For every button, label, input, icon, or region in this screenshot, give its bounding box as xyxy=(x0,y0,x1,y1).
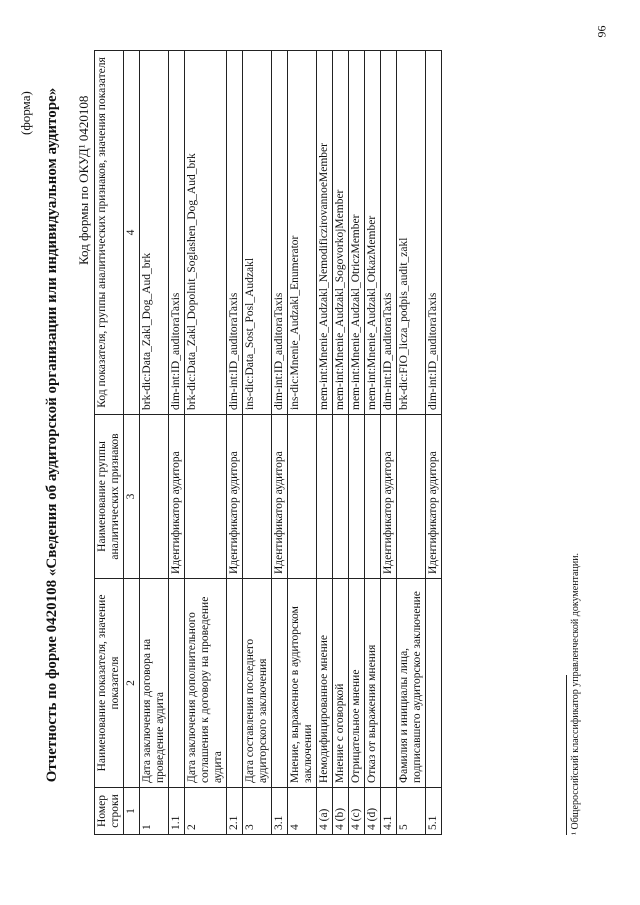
row-number-cell: 1.1 xyxy=(169,788,185,835)
table-row xyxy=(227,51,243,835)
indicator-name-cell: Отрицательное мнение xyxy=(349,579,365,788)
indicator-name-cell: Отказ от выражения мнения xyxy=(365,579,381,788)
group-name-cell xyxy=(243,415,272,579)
code-cell: ins-dic:Data_Sost_Posl_Audzakl xyxy=(243,51,272,415)
table-row xyxy=(185,51,227,835)
group-name-cell xyxy=(365,415,381,579)
page-number: 96 xyxy=(594,25,609,38)
table-row xyxy=(365,51,381,835)
form-label: (форма) xyxy=(18,91,33,135)
header-row-number: Номер строки xyxy=(95,788,124,835)
row-number-cell: 4 (c) xyxy=(349,788,365,835)
group-name-cell: Идентификатор аудитора xyxy=(426,415,442,579)
header-group-name: Наименование группы аналитических признаков xyxy=(95,415,124,579)
code-cell: dim-int:ID_auditoraTaxis xyxy=(426,51,442,415)
report-table xyxy=(94,50,442,835)
group-name-cell xyxy=(185,415,227,579)
code-cell: brk-dic:Data_Zakl_Dopolnit_Soglashen_Dog_Aud_brk xyxy=(185,51,227,415)
code-cell: brk-dic:Data_Zakl_Dog_Aud_brk xyxy=(140,51,169,415)
row-number-cell: 1 xyxy=(140,788,169,835)
table-row xyxy=(169,51,185,835)
table-row xyxy=(288,51,317,835)
row-number-cell: 5.1 xyxy=(426,788,442,835)
table-body xyxy=(140,51,442,835)
indicator-name-cell: Фамилия и инициалы лица, подписавшего аудиторское заключение xyxy=(397,579,426,788)
indicator-name-cell xyxy=(227,579,243,788)
code-cell: dim-int:ID_auditoraTaxis xyxy=(169,51,185,415)
group-name-cell xyxy=(317,415,333,579)
col-number: 4 xyxy=(124,51,140,415)
group-name-cell xyxy=(333,415,349,579)
header-row xyxy=(95,51,124,835)
group-name-cell xyxy=(349,415,365,579)
column-number-row xyxy=(124,51,140,835)
table-row xyxy=(426,51,442,835)
row-number-cell: 4 (a) xyxy=(317,788,333,835)
indicator-name-cell xyxy=(381,579,397,788)
code-cell: dim-int:ID_auditoraTaxis xyxy=(381,51,397,415)
code-cell: dim-int:ID_auditoraTaxis xyxy=(272,51,288,415)
group-name-cell: Идентификатор аудитора xyxy=(381,415,397,579)
code-cell: mem-int:Mnenie_Audzakl_OtriczMember xyxy=(349,51,365,415)
code-cell: dim-int:ID_auditoraTaxis xyxy=(227,51,243,415)
indicator-name-cell: Мнение с оговоркой xyxy=(333,579,349,788)
okud-code: Код формы по ОКУД¹ 0420108 xyxy=(76,95,91,265)
indicator-name-cell xyxy=(272,579,288,788)
table-row xyxy=(381,51,397,835)
indicator-name-cell: Дата заключения дополнительного соглашения к договору на проведение аудита xyxy=(185,579,227,788)
table-row xyxy=(243,51,272,835)
table-row xyxy=(333,51,349,835)
col-number: 1 xyxy=(124,788,140,835)
code-cell: ins-dic:Mnenie_Audzakl_Enumerator xyxy=(288,51,317,415)
header-indicator-name: Наименование показателя, значение показателя xyxy=(95,579,124,788)
footnote: ¹ Общероссийский классификатор управленческой документации. xyxy=(570,552,581,835)
row-number-cell: 4 (d) xyxy=(365,788,381,835)
indicator-name-cell: Немодифицированное мнение xyxy=(317,579,333,788)
group-name-cell: Идентификатор аудитора xyxy=(272,415,288,579)
table-row xyxy=(272,51,288,835)
col-number: 2 xyxy=(124,579,140,788)
table-row xyxy=(397,51,426,835)
indicator-name-cell xyxy=(426,579,442,788)
row-number-cell: 4 (b) xyxy=(333,788,349,835)
code-cell: mem-int:Mnenie_Audzakl_OtkazMember xyxy=(365,51,381,415)
row-number-cell: 2.1 xyxy=(227,788,243,835)
table-row xyxy=(140,51,169,835)
group-name-cell xyxy=(140,415,169,579)
code-cell: mem-int:Mnenie_Audzakl_SogovorkojMember xyxy=(333,51,349,415)
row-number-cell: 4.1 xyxy=(381,788,397,835)
row-number-cell: 3 xyxy=(243,788,272,835)
page-title: Отчетность по форме 0420108 «Сведения об аудиторской организации или индивидуальном аудиторе» xyxy=(44,87,60,783)
row-number-cell: 4 xyxy=(288,788,317,835)
indicator-name-cell: Мнение, выраженное в аудиторском заключении xyxy=(288,579,317,788)
footnote-divider xyxy=(566,675,567,835)
indicator-name-cell: Дата составления последнего аудиторского заключения xyxy=(243,579,272,788)
indicator-name-cell xyxy=(169,579,185,788)
row-number-cell: 2 xyxy=(185,788,227,835)
row-number-cell: 3.1 xyxy=(272,788,288,835)
table-row xyxy=(317,51,333,835)
row-number-cell: 5 xyxy=(397,788,426,835)
header-code: Код показателя, группы аналитических признаков, значения показателя xyxy=(95,51,124,415)
col-number: 3 xyxy=(124,415,140,579)
code-cell: brk-dic:FIO_licza_podpis_audit_zakl xyxy=(397,51,426,415)
indicator-name-cell: Дата заключения договора на проведение аудита xyxy=(140,579,169,788)
group-name-cell: Идентификатор аудитора xyxy=(227,415,243,579)
group-name-cell xyxy=(288,415,317,579)
code-cell: mem-int:Mnenie_Audzakl_NemodificzirovannoeMember xyxy=(317,51,333,415)
group-name-cell xyxy=(397,415,426,579)
group-name-cell: Идентификатор аудитора xyxy=(169,415,185,579)
table-row xyxy=(349,51,365,835)
